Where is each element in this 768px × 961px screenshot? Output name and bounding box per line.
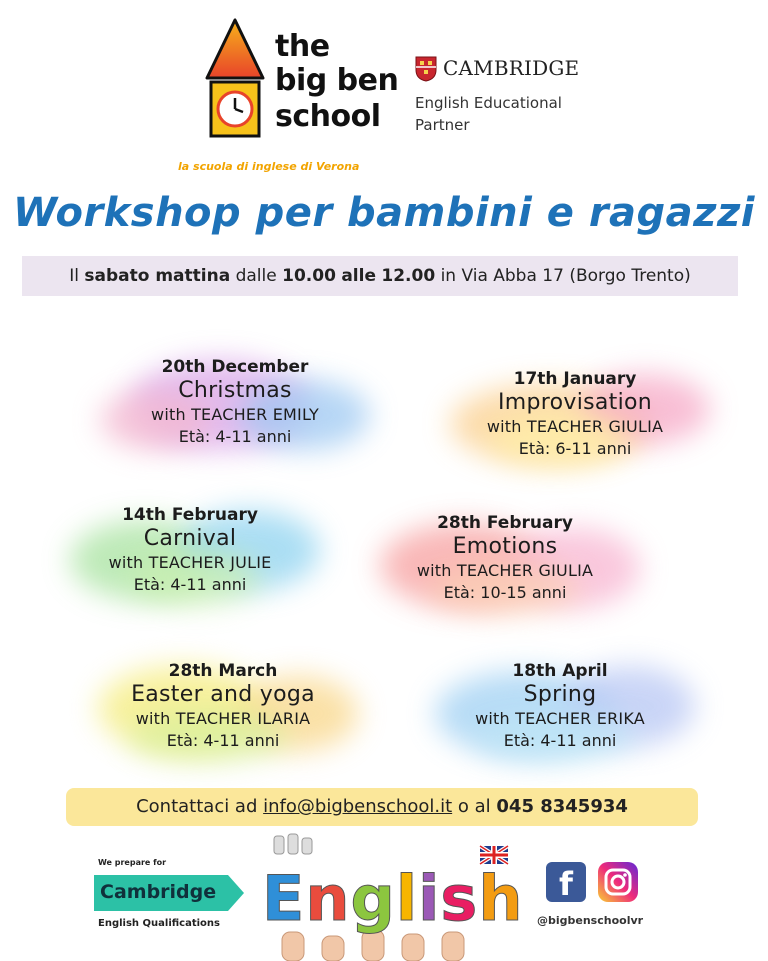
- workshop-card-spring: [425, 656, 695, 766]
- info-end-time: 12.00: [381, 266, 436, 286]
- info-place: in Via Abba 17 (Borgo Trento): [440, 266, 691, 286]
- instagram-icon[interactable]: [598, 862, 638, 902]
- contact-bar: [66, 788, 698, 826]
- workshop-title: Christmas: [178, 378, 292, 403]
- contact-phone: 045 8345934: [496, 796, 628, 817]
- workshop-date: 28th February: [437, 513, 573, 533]
- workshop-age: Età: 4-11 anni: [166, 731, 280, 750]
- workshop-teacher: with TEACHER EMILY: [151, 405, 319, 424]
- workshop-teacher: with TEACHER JULIE: [108, 553, 272, 572]
- workshop-date: 18th April: [512, 661, 608, 681]
- page-title: Workshop per bambini e ragazzi: [13, 190, 755, 236]
- workshop-card-carnival: [60, 500, 320, 610]
- cambridge-wordmark: CAMBRIDGE: [443, 56, 580, 80]
- workshop-teacher: with TEACHER ERIKA: [475, 709, 645, 728]
- info-prefix: Il: [69, 266, 79, 286]
- english-word: [262, 862, 524, 935]
- info-start-time: 10.00: [282, 266, 336, 286]
- workshop-age: Età: 6-11 anni: [518, 439, 632, 458]
- schedule-info-bar: [22, 256, 738, 296]
- workshop-date: 14th February: [122, 505, 258, 525]
- info-from: dalle: [235, 266, 277, 286]
- cambridge-qual-subtitle: English Qualifications: [98, 918, 220, 929]
- workshop-title: Emotions: [452, 534, 558, 559]
- cambridge-crest-icon: [415, 56, 437, 82]
- contact-email-link[interactable]: info@bigbenschool.it: [263, 796, 453, 817]
- workshop-card-improvisation: [430, 364, 720, 474]
- big-ben-logo-icon: [205, 18, 265, 138]
- workshop-age: Età: 4-11 anni: [133, 575, 247, 594]
- workshop-card-emotions: [370, 508, 640, 618]
- workshop-date: 20th December: [161, 357, 309, 377]
- workshop-title: Carnival: [143, 526, 237, 551]
- info-to: alle: [341, 266, 376, 286]
- partner-line-1: English Educational: [415, 94, 562, 112]
- logo-text-big-ben: big ben: [275, 63, 399, 98]
- workshop-teacher: with TEACHER ILARIA: [135, 709, 311, 728]
- logo-text-the: the: [275, 29, 330, 64]
- workshop-teacher: with TEACHER GIULIA: [416, 561, 594, 580]
- workshop-title: Easter and yoga: [131, 682, 315, 707]
- workshop-card-easter-yoga: [88, 656, 358, 766]
- english-illustration: [262, 832, 524, 961]
- tagline: la scuola di inglese di Verona: [178, 160, 360, 173]
- instagram-glyph-icon: [598, 862, 638, 902]
- workshop-age: Età: 4-11 anni: [503, 731, 617, 750]
- workshop-date: 17th January: [513, 369, 637, 389]
- cambridge-qual-name: Cambridge: [100, 881, 217, 903]
- workshop-teacher: with TEACHER GIULIA: [486, 417, 664, 436]
- facebook-icon[interactable]: f: [546, 862, 586, 902]
- contact-middle: o al: [457, 796, 491, 817]
- workshop-date: 28th March: [168, 661, 278, 681]
- partner-line-2: Partner: [415, 116, 470, 134]
- workshop-title: Spring: [523, 682, 597, 707]
- workshop-title: Improvisation: [497, 390, 653, 415]
- english-word-text: English: [262, 862, 524, 935]
- logo-text-school: school: [275, 99, 381, 134]
- social-handle: @bigbenschoolvr: [537, 914, 644, 927]
- workshop-age: Età: 10-15 anni: [443, 583, 567, 602]
- workshop-card-christmas: [90, 350, 380, 460]
- cambridge-qual-tagline: We prepare for: [98, 858, 167, 867]
- info-day: sabato mattina: [84, 266, 231, 286]
- workshop-age: Età: 4-11 anni: [178, 427, 292, 446]
- contact-prefix: Contattaci ad: [136, 796, 258, 817]
